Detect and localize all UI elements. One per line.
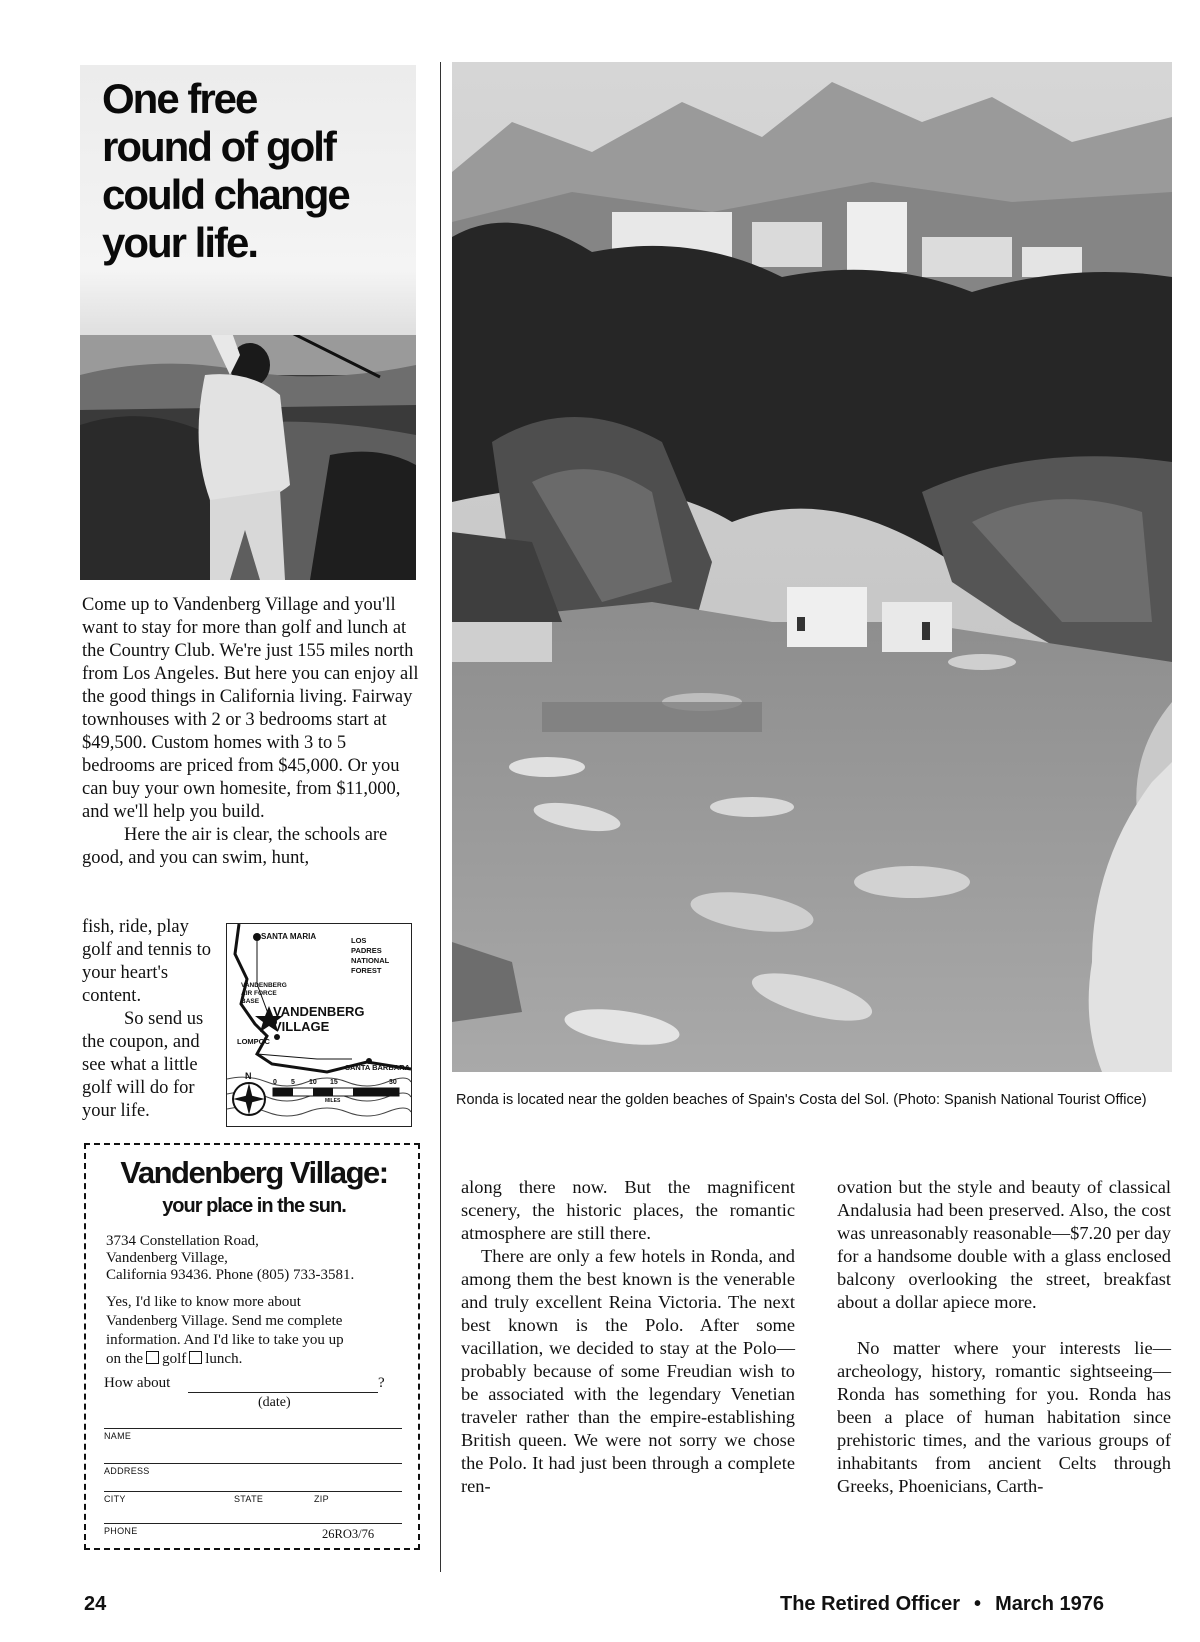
article-paragraph: No matter where your interests lie—archeology, history, romantic sightseeing—Ronda has something for you. Ronda has been a place of human habitation since prehistoric times, and the various groups of inhabitants from ancient Celts through Greeks, Phoenicians, Carth-: [837, 1338, 1171, 1496]
ad-headline-line: could change: [102, 171, 349, 218]
request-line: Vandenberg Village. Send me complete: [106, 1313, 343, 1329]
map-label-los-padres: [351, 936, 389, 976]
date-input-line[interactable]: [188, 1392, 378, 1393]
address-line: Vandenberg Village,: [106, 1250, 228, 1266]
ad-headline-line: round of golf: [102, 123, 335, 170]
address-field-label: ADDRESS: [104, 1466, 150, 1476]
map-label-line: VANDENBERG: [241, 982, 287, 989]
ad-wrap-paragraph: fish, ride, play golf and tennis to your heart's content.: [82, 917, 211, 1006]
ad-wrap-paragraph: So send us the coupon, and see what a little golf will do for your life.: [82, 1009, 204, 1121]
address-line: California 93436. Phone (805) 733-3581.: [106, 1267, 355, 1283]
map-label-line: FOREST: [351, 966, 382, 975]
ad-headline: [102, 75, 412, 267]
article-column-1: [461, 1176, 795, 1498]
beach-photo: [452, 62, 1172, 1072]
map-scale-tick: 30: [389, 1079, 397, 1086]
map-scale-tick: 15: [330, 1079, 338, 1086]
date-label: (date): [258, 1395, 291, 1410]
name-input-line[interactable]: [104, 1428, 402, 1429]
map-label-line: PADRES: [351, 946, 382, 955]
coupon-code: 26RO3/76: [322, 1527, 375, 1541]
lunch-option-label: lunch.: [205, 1351, 243, 1367]
map-north-label: N: [245, 1071, 252, 1081]
photo-caption: Ronda is located near the golden beaches of Spain's Costa del Sol. (Photo: Spanish National Tourist Office): [456, 1092, 1147, 1108]
ad-headline-line: your life.: [102, 219, 258, 266]
request-line: Yes, I'd like to know more about: [106, 1294, 301, 1310]
bullet-separator-icon: •: [974, 1593, 982, 1615]
zip-field-label: ZIP: [314, 1494, 329, 1504]
ad-wrap-text: [82, 916, 220, 1123]
map-label-line: BASE: [241, 998, 260, 1005]
golfer-photo: [80, 335, 416, 580]
article-paragraph: along there now. But the magnificent scenery, the historic places, the romantic atmosphere are still there.: [461, 1177, 795, 1243]
map-label-santa-maria: SANTA MARIA: [261, 932, 317, 941]
map-label-line: LOS: [351, 936, 367, 945]
address-input-line[interactable]: [104, 1463, 402, 1464]
publication-footer: [780, 1593, 1104, 1616]
map-label-vandenberg-afb: [241, 982, 287, 1006]
name-field-label: NAME: [104, 1431, 132, 1441]
map-label-line: VILLAGE: [273, 1019, 330, 1034]
issue-date: March 1976: [995, 1593, 1105, 1615]
map-scale-tick: 10: [309, 1079, 317, 1086]
article-paragraph: There are only a few hotels in Ronda, and among them the best known is the venerable and truly excellent Reina Victoria. The next best known is the Polo. After some vacillation, we decided to stay at the Polo—probably because of some Freudian wish to be associated with the legendary Venetian traveler rather than the empire-establishing British queen. We were not sorry we chose the Polo. It had just been through a complete ren-: [461, 1246, 795, 1496]
request-line: information. And I'd like to take you up: [106, 1332, 344, 1348]
ad-headline-line: One free: [102, 75, 257, 122]
map-label-santa-barbara: SANTA BARBARA: [345, 1063, 410, 1072]
ad-headline-panel: [80, 65, 416, 580]
map-label-lompoc: LOMPOC: [237, 1037, 270, 1046]
lunch-checkbox[interactable]: [189, 1351, 202, 1364]
publication-name: The Retired Officer: [780, 1593, 961, 1615]
map-label-line: NATIONAL: [351, 956, 390, 965]
location-map: [226, 923, 412, 1127]
page-number: 24: [84, 1593, 107, 1615]
ad-body-paragraph: Come up to Vandenberg Village and you'll want to stay for more than golf and lunch at the Country Club. We're just 155 miles north from Los Angeles. But here you can enjoy all the good things in California living. Fairway townhouses with 2 or 3 bedrooms start at $49,500. Custom homes with 3 to 5 bedrooms are priced from $45,000. Or you can buy your own homesite, from $11,000, and we'll help you build.: [82, 595, 419, 822]
question-mark: ?: [378, 1375, 385, 1391]
state-field-label: STATE: [234, 1494, 264, 1504]
mail-in-coupon: [84, 1143, 420, 1550]
golf-checkbox[interactable]: [146, 1351, 159, 1364]
phone-input-line[interactable]: [104, 1523, 402, 1524]
coupon-address: [106, 1233, 416, 1284]
map-scale-unit: MILES: [325, 1098, 341, 1104]
offer-prefix: on the: [106, 1351, 144, 1367]
golf-option-label: golf: [162, 1351, 187, 1367]
map-scale-tick: 5: [291, 1079, 295, 1086]
city-state-zip-input-line[interactable]: [104, 1491, 402, 1492]
coupon-request-text: [106, 1293, 416, 1369]
map-scale-tick: 0: [273, 1079, 277, 1086]
article-column-2: [837, 1176, 1171, 1498]
phone-field-label: PHONE: [104, 1526, 138, 1536]
map-label-line: AIR FORCE: [241, 990, 277, 997]
column-divider: [440, 62, 441, 1572]
map-label-village: [273, 1004, 365, 1034]
how-about-label: How about: [104, 1375, 171, 1391]
article-paragraph: ovation but the style and beauty of classical Andalusia had been preserved. Also, the cost was unreasonably reasonable—$7.20 per day for a handsome double with a glass enclosed balcony overlooking the street, breakfast about a dollar apiece more.: [837, 1177, 1171, 1312]
coupon-tagline: your place in the sun.: [162, 1195, 346, 1217]
ad-body-paragraph: Here the air is clear, the schools are good, and you can swim, hunt,: [82, 825, 388, 868]
ad-body-text: [82, 594, 420, 870]
city-field-label: CITY: [104, 1494, 126, 1504]
map-label-line: VANDENBERG: [273, 1004, 365, 1019]
coupon-title: Vandenberg Village:: [120, 1155, 388, 1190]
address-line: 3734 Constellation Road,: [106, 1233, 259, 1249]
